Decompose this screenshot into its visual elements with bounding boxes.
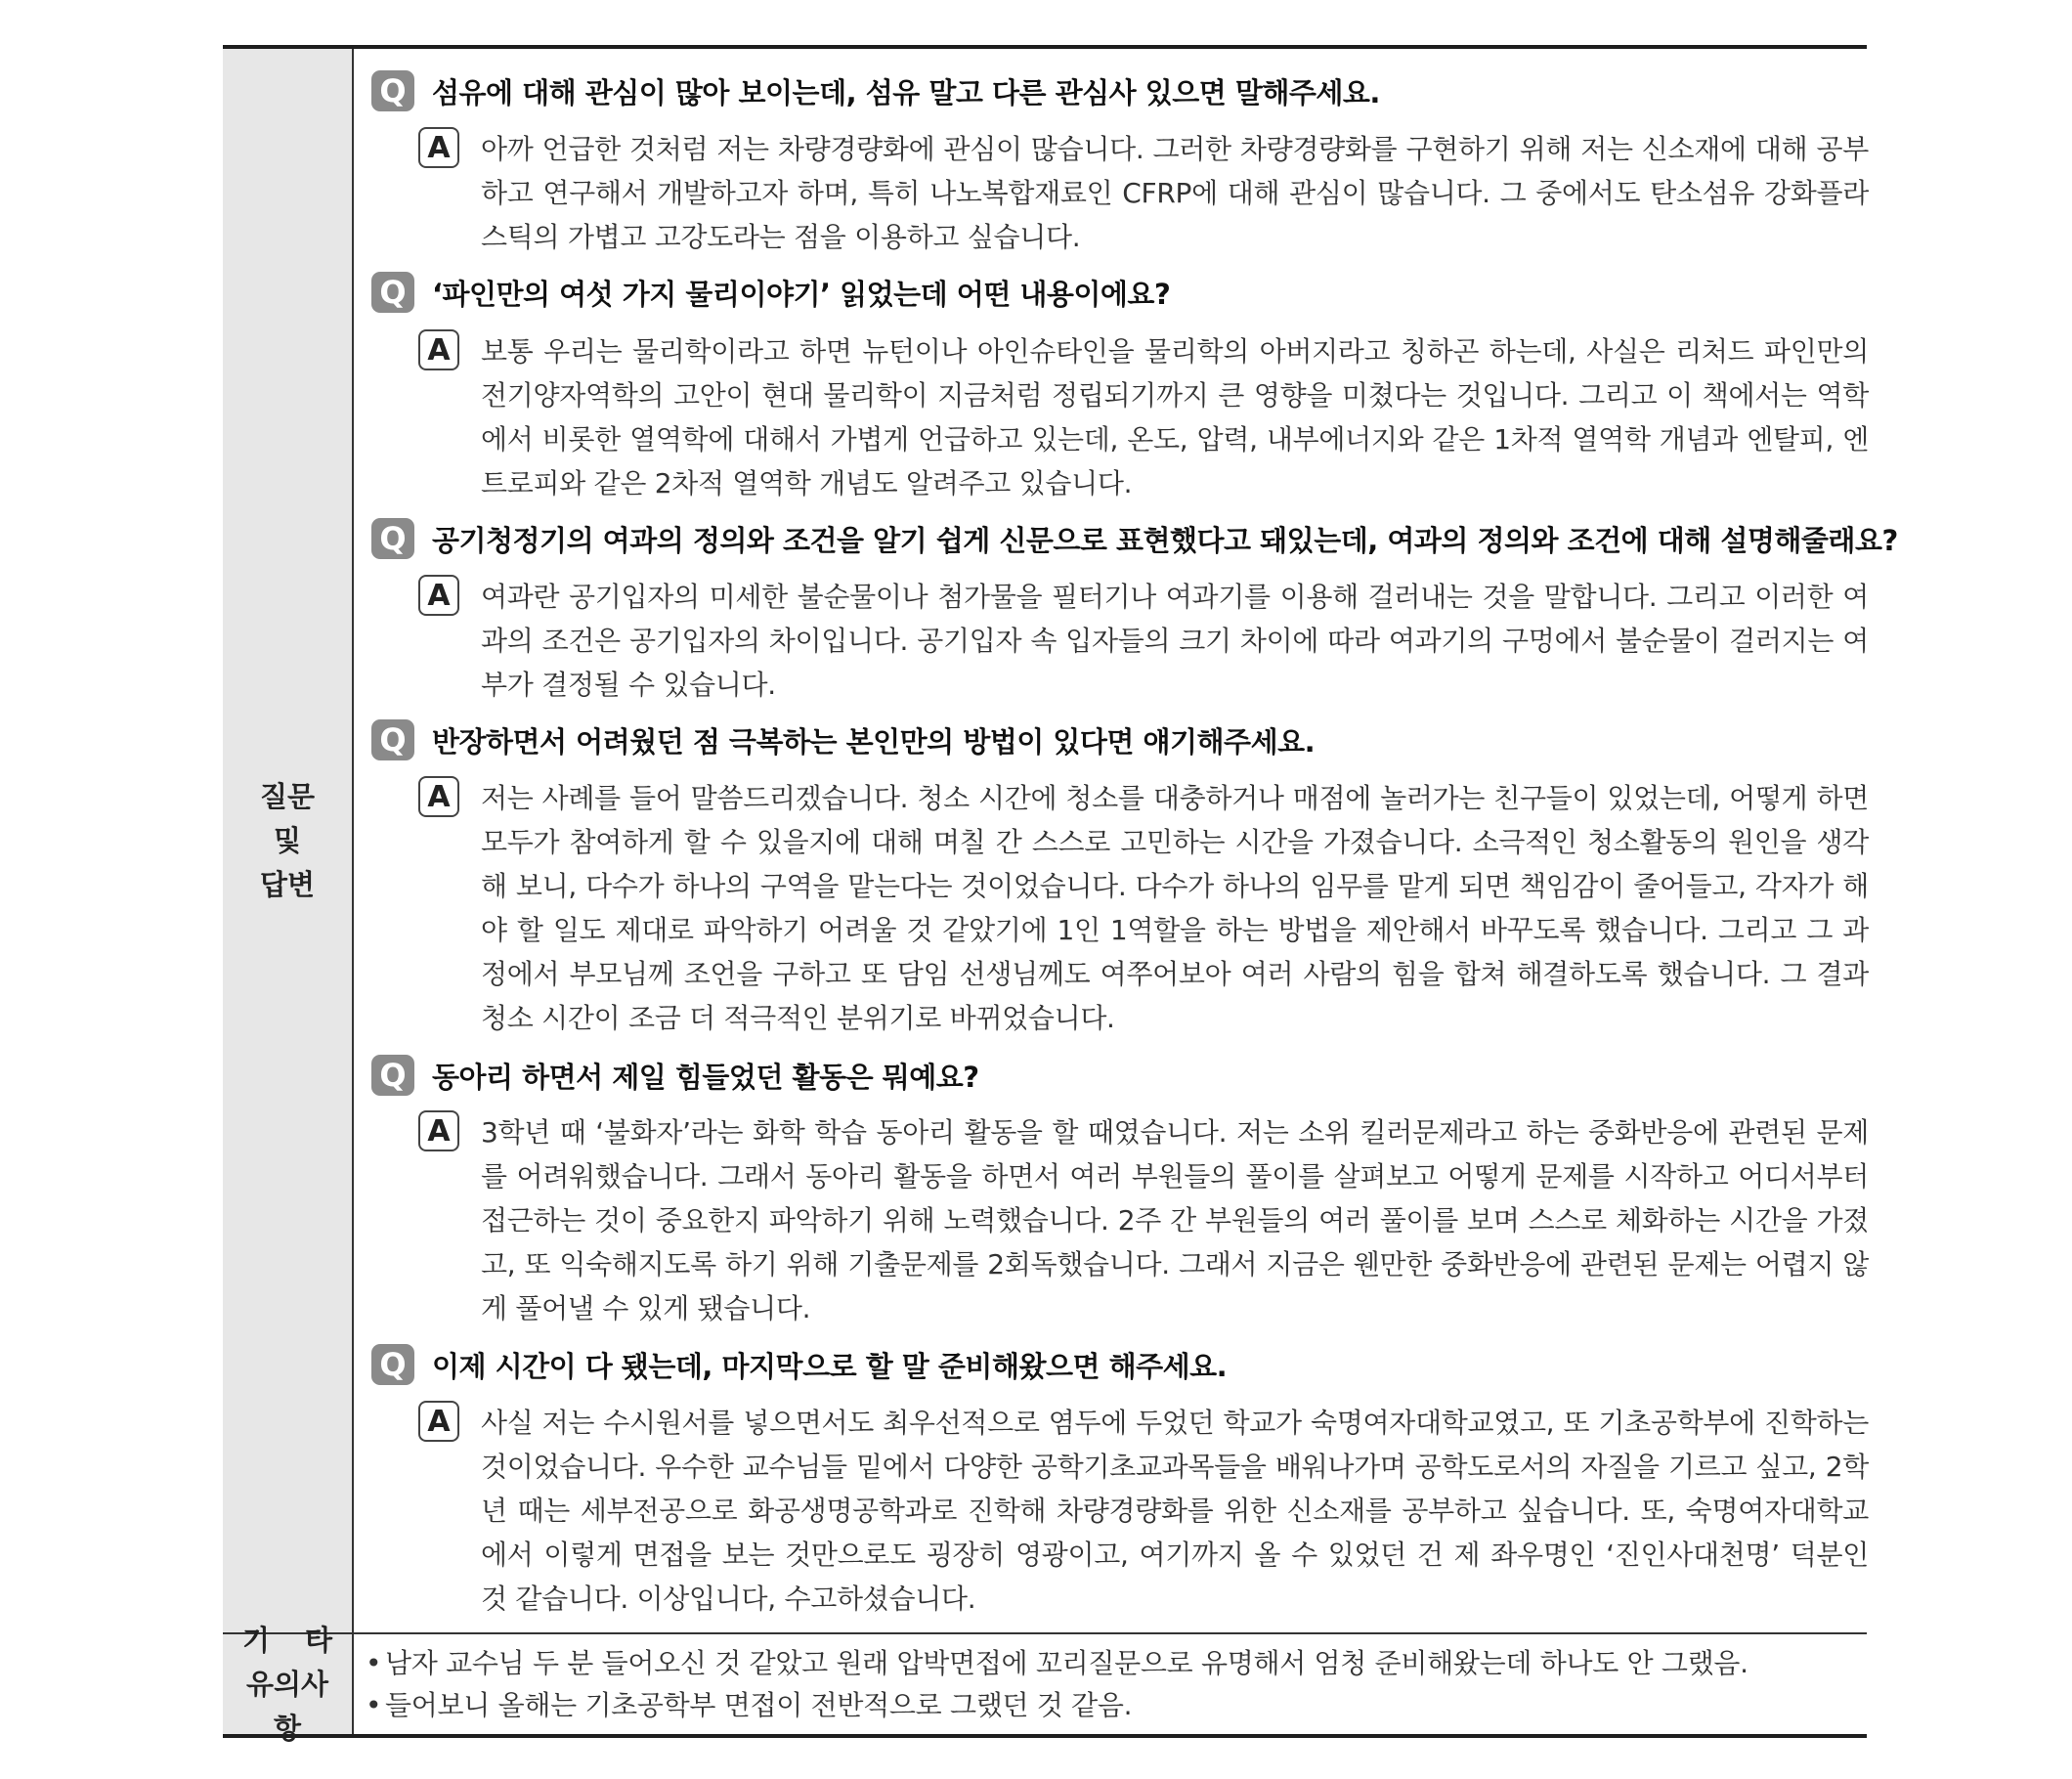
note-text: 남자 교수님 두 분 들어오신 것 같았고 원래 압박면접에 꼬리질문으로 유명해서 엄청 준비해왔는데 하나도 안 그랬음. <box>385 1647 1748 1679</box>
interview-table <box>223 45 1898 1745</box>
question-line <box>371 516 1898 561</box>
q-badge-icon: Q <box>371 719 414 760</box>
qa-content <box>354 49 1898 1632</box>
question-line <box>371 1053 979 1098</box>
question-text: 공기청정기의 여과의 정의와 조건을 알기 쉽게 신문으로 표현했다고 돼있는데, 여과의 정의와 조건에 대해 설명해줄래요? <box>432 523 1898 557</box>
answer-text: 아까 언급한 것처럼 저는 차량경량화에 관심이 많습니다. 그러한 차량경량화를 구현하기 위해 저는 신소재에 대해 공부하고 연구해서 개발하고자 하며, 특히 나노복합재료인 CFRP에 대해 관심이 많습니다. 그 중에서도 탄소섬유 강화플라스틱의 가볍고 고강도라는 점을 이용하고 싶습니다. <box>481 133 1869 253</box>
notes-row <box>223 1623 1867 1745</box>
question-text: 반장하면서 어려웠던 점 극복하는 본인만의 방법이 있다면 얘기해주세요. <box>432 724 1316 759</box>
qa-label-cell <box>223 49 354 1632</box>
a-badge-icon: A <box>418 329 459 370</box>
notes-label-cell <box>223 1623 354 1745</box>
qa-row <box>223 49 1898 1634</box>
a-badge-icon: A <box>418 1110 459 1151</box>
answer-text: 보통 우리는 물리학이라고 하면 뉴턴이나 아인슈타인을 물리학의 아버지라고 칭하곤 하는데, 사실은 리처드 파인만의 전기양자역학의 고안이 현대 물리학이 지금처럼 정립되기까지 큰 영향을 미쳤다는 것입니다. 그리고 이 책에서는 역학에서 비롯한 열역학에 대해서 가볍게 언급하고 있는데, 온도, 압력, 내부에너지와 같은 1차적 열역학 개념과 엔탈피, 엔트로피와 같은 2차적 열역학 개념도 알려주고 있습니다. <box>481 335 1869 499</box>
qa-label-line-2: 및 <box>273 823 301 857</box>
question-line <box>371 270 1170 315</box>
a-badge-icon: A <box>418 575 459 616</box>
question-text: 이제 시간이 다 됐는데, 마지막으로 할 말 준비해왔으면 해주세요. <box>432 1349 1228 1383</box>
note-item <box>366 1684 1867 1726</box>
a-badge-icon: A <box>418 127 459 168</box>
q-badge-icon: Q <box>371 1055 414 1096</box>
a-badge-icon: A <box>418 776 459 817</box>
notes-label-top-right: 타 <box>304 1623 332 1657</box>
q-badge-icon: Q <box>371 70 414 111</box>
note-item <box>366 1642 1867 1684</box>
notes-content <box>354 1634 1867 1734</box>
qa-label-line-3: 답변 <box>259 867 316 901</box>
question-text: 섬유에 대해 관심이 많아 보이는데, 섬유 말고 다른 관심사 있으면 말해주세요. <box>432 75 1380 109</box>
notes-label-top-left: 기 <box>242 1623 271 1657</box>
answer-text: 저는 사례를 들어 말씀드리겠습니다. 청소 시간에 청소를 대충하거나 매점에 놀러가는 친구들이 있었는데, 어떻게 하면 모두가 참여하게 할 수 있을지에 대해 며칠 간 스스로 고민하는 시간을 가졌습니다. 소극적인 청소활동의 원인을 생각해 보니, 다수가 하나의 구역을 맡는다는 것이었습니다. 다수가 하나의 임무를 맡게 되면 책임감이 줄어들고, 각자가 해야 할 일도 제대로 파악하기 어려울 것 같았기에 1인 1역할을 하는 방법을 제안해서 바꾸도록 했습니다. 그리고 그 과정에서 부모님께 조언을 구하고 또 담임 선생님께도 여쭈어보아 여러 사람의 힘을 합쳐 해결하도록 했습니다. 그 결과 청소 시간이 조금 더 적극적인 분위기로 바뀌었습니다. <box>481 782 1869 1034</box>
answer-text: 여과란 공기입자의 미세한 불순물이나 첨가물을 필터기나 여과기를 이용해 걸러내는 것을 말합니다. 그리고 이러한 여과의 조건은 공기입자의 차이입니다. 공기입자 속 입자들의 크기 차이에 따라 여과기의 구멍에서 불순물이 걸러지는 여부가 결정될 수 있습니다. <box>481 581 1869 701</box>
question-text: ‘파인만의 여섯 가지 물리이야기’ 읽었는데 어떤 내용이에요? <box>432 277 1171 311</box>
answer-text: 3학년 때 ‘불화자’라는 화학 학습 동아리 활동을 할 때였습니다. 저는 소위 킬러문제라고 하는 중화반응에 관련된 문제를 어려워했습니다. 그래서 동아리 활동을 하면서 여러 부원들의 풀이를 살펴보고 어떻게 문제를 시작하고 어디서부터 접근하는 것이 중요한지 파악하기 위해 노력했습니다. 2주 간 부원들의 여러 풀이를 보며 스스로 체화하는 시간을 가졌고, 또 익숙해지도록 하기 위해 기출문제를 2회독했습니다. 그래서 지금은 웬만한 중화반응에 관련된 문제는 어렵지 않게 풀어낼 수 있게 됐습니다. <box>481 1116 1869 1324</box>
qa-label-line-1: 질문 <box>259 779 316 813</box>
q-badge-icon: Q <box>371 1344 414 1385</box>
q-badge-icon: Q <box>371 518 414 559</box>
bullet-icon: • <box>366 1689 382 1721</box>
question-line <box>371 717 1315 762</box>
q-badge-icon: Q <box>371 272 414 313</box>
bullet-icon: • <box>366 1647 382 1679</box>
question-text: 동아리 하면서 제일 힘들었던 활동은 뭐예요? <box>432 1060 979 1094</box>
question-line <box>371 1342 1227 1387</box>
question-line <box>371 68 1380 113</box>
a-badge-icon: A <box>418 1401 459 1442</box>
answer-text: 사실 저는 수시원서를 넣으면서도 최우선적으로 염두에 두었던 학교가 숙명여자대학교였고, 또 기초공학부에 진학하는 것이었습니다. 우수한 교수님들 밑에서 다양한 공학기초교과목들을 배워나가며 공학도로서의 자질을 기르고 싶고, 2학년 때는 세부전공으로 화공생명공학과로 진학해 차량경량화를 위한 신소재를 공부하고 싶습니다. 또, 숙명여자대학교에서 이렇게 면접을 보는 것만으로도 굉장히 영광이고, 여기까지 올 수 있었던 건 제 좌우명인 ‘진인사대천명’ 덕분인 것 같습니다. 이상입니다, 수고하셨습니다. <box>481 1407 1869 1615</box>
note-text: 들어보니 올해는 기초공학부 면접이 전반적으로 그랬던 것 같음. <box>385 1689 1133 1721</box>
notes-label-bottom: 유의사항 <box>245 1667 329 1745</box>
